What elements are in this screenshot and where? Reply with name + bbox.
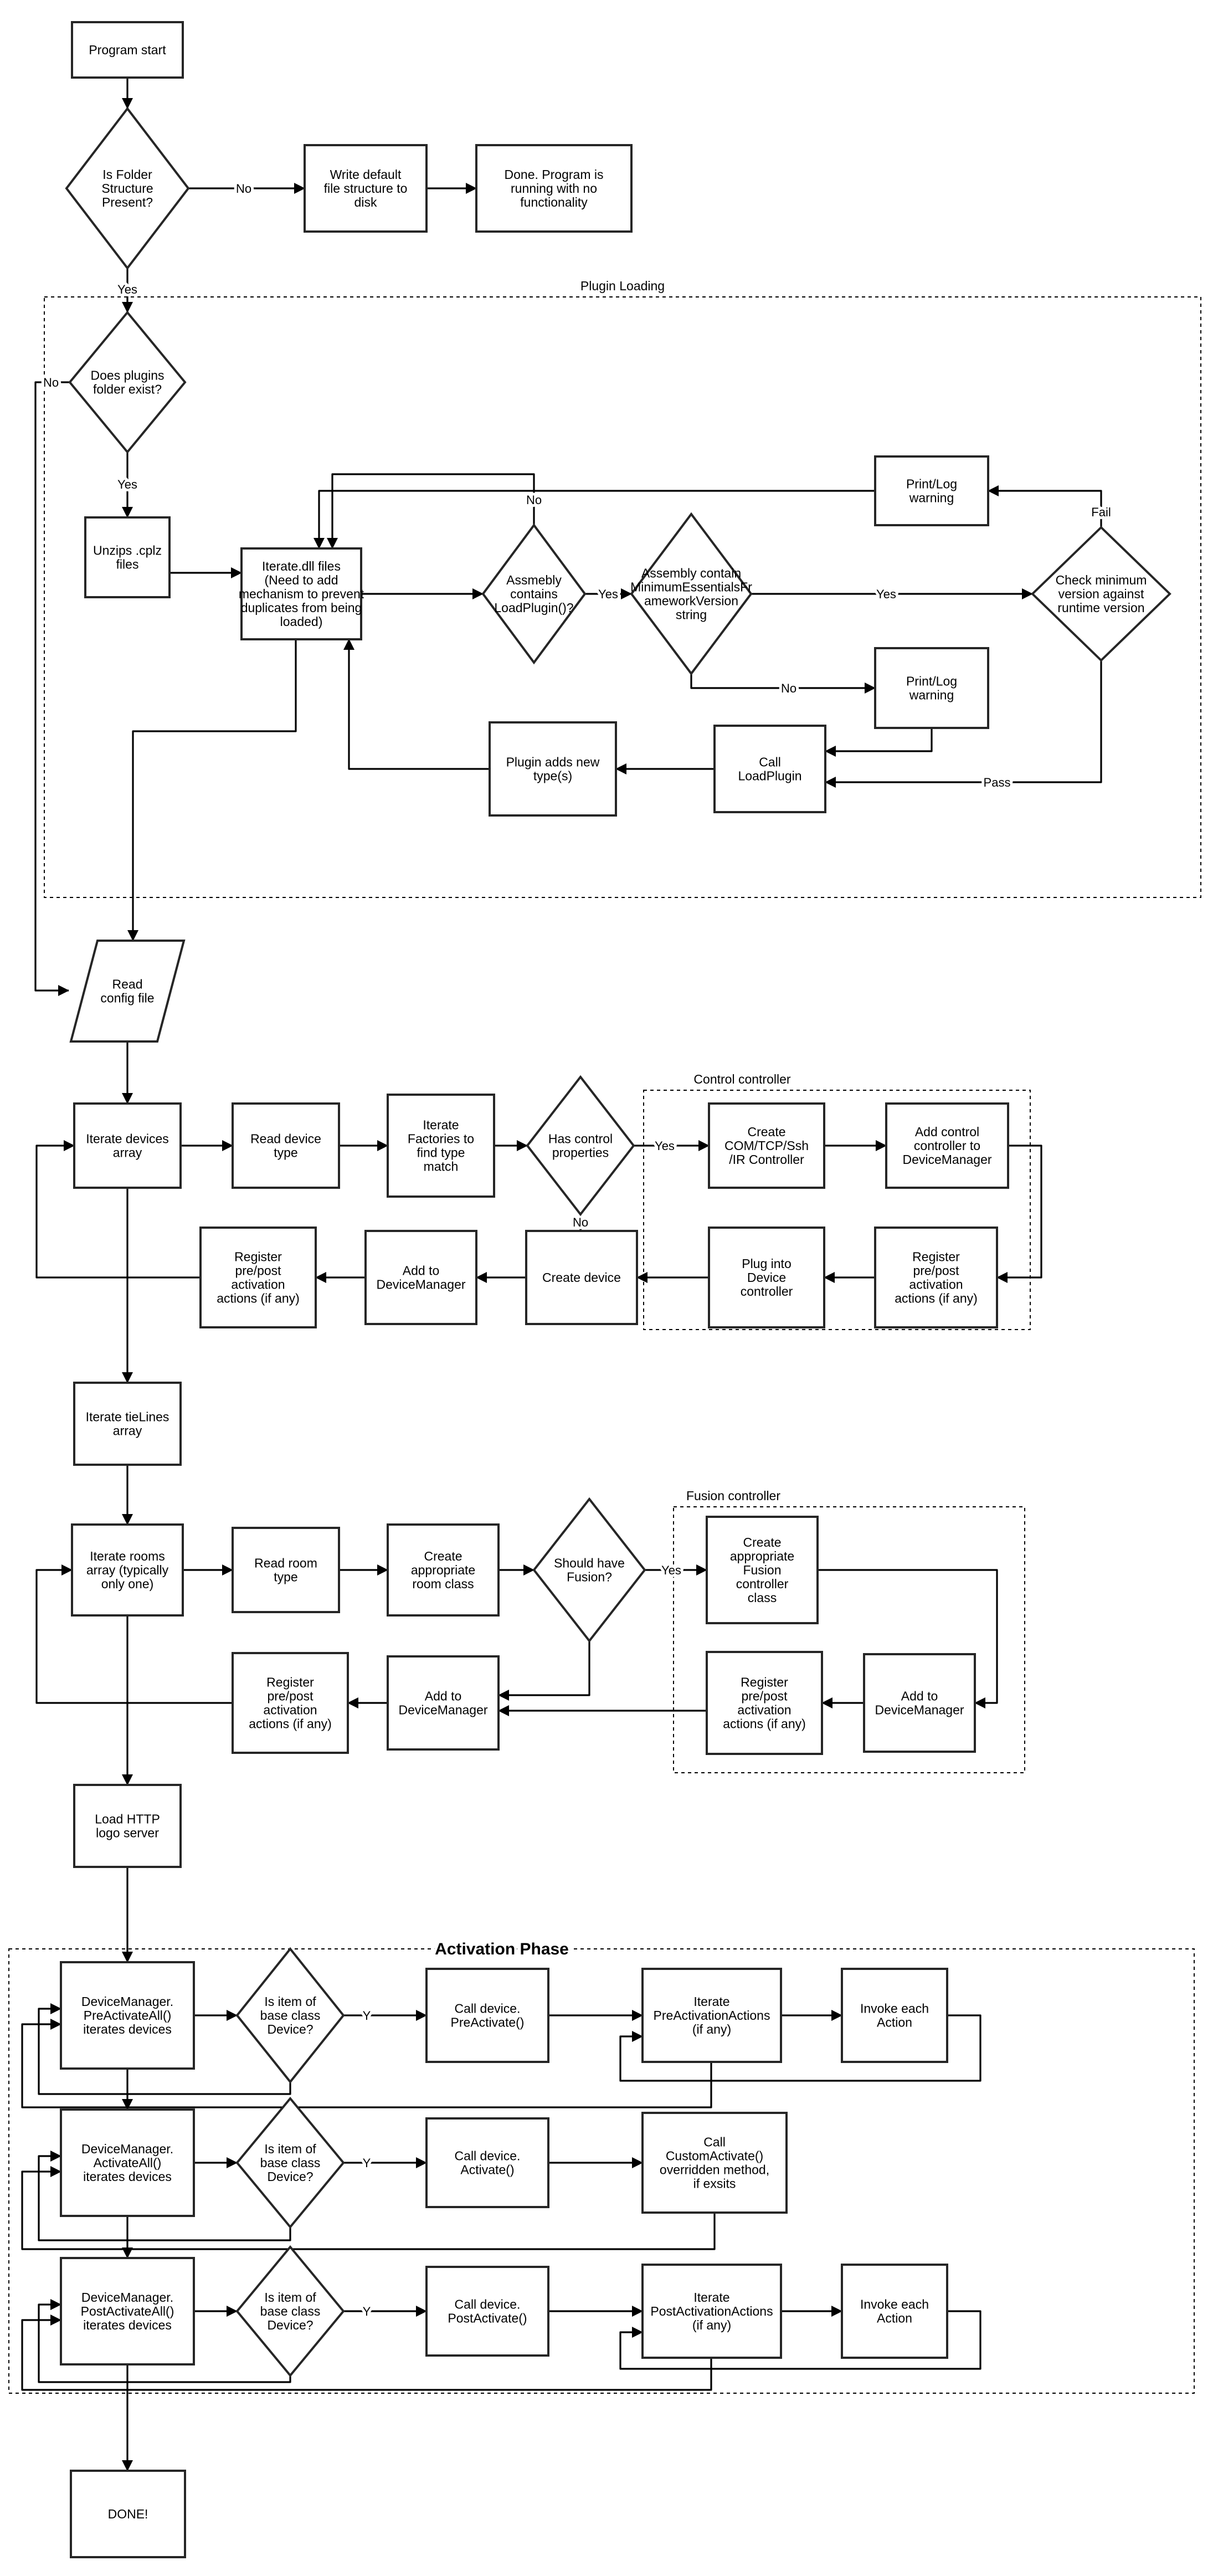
should-have-fusion-label: Should have Fusion? — [554, 1556, 625, 1584]
edge-iterdll-to-config — [133, 639, 296, 941]
iterate-rooms-array-label: Iterate rooms array (typically only one) — [86, 1549, 169, 1591]
iterate-preactivationactions-label: Iterate PreActivationActions (if any) — [653, 1994, 770, 2036]
call-device-postactivate-label: Call device. PostActivate() — [448, 2297, 527, 2326]
assembly-contains-minversion-label: Assembly contain MinimumEssentialsFr ameworkVersion string — [630, 566, 752, 622]
is-item-base-device-1-label: Is item of base class Device? — [260, 1994, 321, 2036]
edge-check-fail-label: Fail — [1091, 505, 1111, 519]
call-device-preactivate-label: Call device. PreActivate() — [450, 2001, 525, 2030]
edge-asm-yes-label: Yes — [598, 587, 618, 601]
devicemanager-preactivateall-label: DeviceManager. PreActivateAll() iterates devices — [81, 1994, 174, 2036]
check-minimum-version-label: Check minimum version against runtime version — [1055, 573, 1147, 615]
does-plugins-folder-exist-label: Does plugins folder exist? — [90, 368, 165, 397]
register-prepost-room-label: Register pre/post activation actions (if any) — [249, 1675, 332, 1731]
add-to-devicemanager-3-label: Add to DeviceManager — [398, 1689, 488, 1717]
call-device-activate-label: Call device. Activate() — [454, 2148, 521, 2177]
plug-into-device-controller-label: Plug into Device controller — [740, 1256, 793, 1299]
edge-warning1-to-iterdll — [319, 491, 875, 548]
edge-minver-yes-label: Yes — [876, 587, 896, 601]
control-controller-group-label: Control controller — [693, 1072, 791, 1086]
done-no-functionality-label: Done. Program is running with no functionality — [504, 167, 604, 209]
iterate-devices-array-label: Iterate devices array — [86, 1131, 169, 1160]
unzips-cplz-files-label: Unzips .cplz files — [93, 543, 162, 572]
write-default-file-structure-label: Write default file structure to disk — [323, 167, 408, 209]
devicemanager-postactivateall-label: DeviceManager. PostActivateAll() iterates devices — [80, 2290, 174, 2332]
create-appropriate-room-class-label: Create appropriate room class — [410, 1549, 476, 1591]
read-room-type-label: Read room type — [254, 1556, 317, 1584]
create-com-tcp-ssh-ir-label: Create COM/TCP/Ssh /IR Controller — [724, 1125, 809, 1167]
edge-isitem1-y-label: Y — [362, 2009, 371, 2023]
invoke-each-action-1-label: Invoke each Action — [860, 2001, 929, 2030]
create-fusion-controller-label: Create appropriate Fusion controller class — [729, 1535, 795, 1605]
iterate-dll-files-label: Iterate.dll files (Need to add mechanism to prevent duplicates from being loaded) — [238, 559, 364, 629]
is-item-base-device-3-label: Is item of base class Device? — [260, 2290, 321, 2332]
edge-plugins-yes-label: Yes — [117, 478, 137, 491]
activation-phase-group-label: Activation Phase — [435, 1940, 569, 1958]
plugin-adds-new-types-label: Plugin adds new type(s) — [506, 755, 600, 783]
register-prepost-ctrl-label: Register pre/post activation actions (if any) — [895, 1249, 978, 1306]
edge-hasctrl-no-label: No — [572, 1215, 589, 1229]
edge-check-fail — [988, 491, 1101, 527]
create-device-label: Create device — [542, 1270, 621, 1285]
edge-folder-yes-label: Yes — [117, 283, 137, 296]
call-loadplugin-label: Call LoadPlugin — [738, 755, 802, 783]
fusion-controller-group-label: Fusion controller — [686, 1489, 781, 1503]
devicemanager-activateall-label: DeviceManager. ActivateAll() iterates devices — [81, 2142, 174, 2184]
add-to-devicemanager-2-label: Add to DeviceManager — [875, 1689, 964, 1717]
program-start-label: Program start — [89, 43, 166, 57]
edge-check-pass-label: Pass — [983, 776, 1011, 789]
register-prepost-fusion-label: Register pre/post activation actions (if any) — [723, 1675, 806, 1731]
add-control-controller-label: Add control controller to DeviceManager — [902, 1125, 992, 1167]
edge-isitem2-y-label: Y — [362, 2156, 371, 2170]
assembly-contains-loadplugin-label: Assmebly contains LoadPlugin()? — [494, 573, 574, 615]
plugin-loading-group-label: Plugin Loading — [580, 279, 665, 293]
edge-asm-no-loop-label: No — [526, 493, 542, 507]
edge-fusionq-no — [498, 1641, 589, 1695]
is-folder-structure-present-label: Is Folder Structure Present? — [101, 167, 153, 209]
edge-fusionq-yes-label: Yes — [661, 1563, 681, 1577]
has-control-properties-label: Has control properties — [548, 1131, 613, 1160]
invoke-each-action-2-label: Invoke each Action — [860, 2297, 929, 2326]
edge-plugins-no-to-config — [35, 382, 70, 991]
edge-plugadds-loop — [349, 639, 490, 769]
edge-plugins-no-to-config-label: No — [43, 376, 59, 389]
plugin-loading-group — [44, 297, 1201, 897]
add-to-devicemanager-1-label: Add to DeviceManager — [376, 1263, 466, 1292]
iterate-postactivationactions-label: Iterate PostActivationActions (if any) — [650, 2290, 773, 2332]
read-config-file-label: Read config file — [100, 977, 155, 1005]
edge-isitem3-y-label: Y — [362, 2305, 371, 2318]
load-http-logo-server-label: Load HTTP logo server — [95, 1812, 160, 1840]
edge-warning2-to-call — [825, 728, 932, 751]
edge-hasctrl-yes-label: Yes — [655, 1139, 675, 1153]
register-prepost-dev-label: Register pre/post activation actions (if any) — [217, 1249, 300, 1306]
read-device-type-label: Read device type — [250, 1131, 321, 1160]
done-final-label: DONE! — [107, 2507, 148, 2521]
is-item-base-device-2-label: Is item of base class Device? — [260, 2142, 321, 2184]
edge-minver-no-label: No — [780, 681, 797, 695]
call-customactivate-label: Call CustomActivate() overridden method, if exsits — [659, 2134, 770, 2191]
iterate-factories-label: Iterate Factories to find type match — [407, 1117, 475, 1174]
edge-asm-no-loop — [332, 474, 534, 548]
iterate-tielines-array-label: Iterate tieLines array — [85, 1409, 169, 1438]
edge-folder-no-label: No — [235, 182, 252, 196]
print-log-warning-1-label: Print/Log warning — [906, 476, 958, 505]
print-log-warning-2-label: Print/Log warning — [906, 674, 958, 702]
